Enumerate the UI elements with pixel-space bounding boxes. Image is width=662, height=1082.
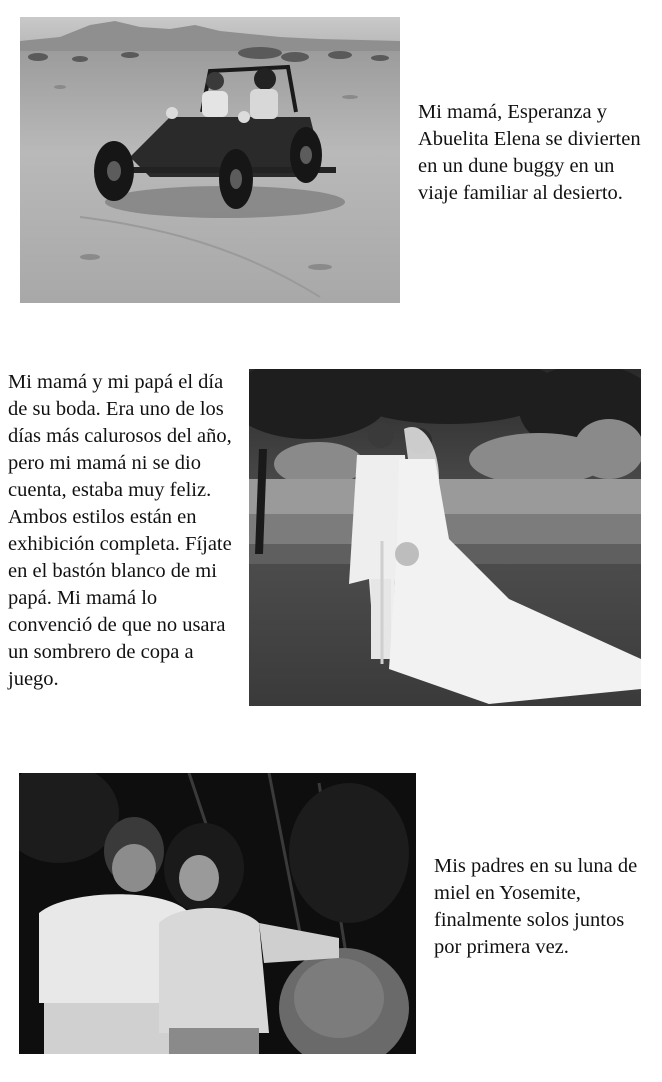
wedding-photo xyxy=(249,369,641,706)
honeymoon-caption: Mis padres en su luna de miel en Yosemite, finalmente solos juntos por primera vez. xyxy=(434,855,638,958)
honeymoon-photo xyxy=(19,773,416,1054)
dune-buggy-photo xyxy=(20,17,400,303)
wedding-caption: Mi mamá y mi papá el día de su boda. Era uno de los días más calurosos del año, pero mi mamá ni se dio cuenta, estaba muy feliz. Ambos estilos están en exhibición completa. Fíjate en el bastón blanco de mi papá. Mi mamá lo convenció de que no usara un sombrero de copa a juego. xyxy=(8,371,232,690)
dune-buggy-caption: Mi mamá, Esperanza y Abuelita Elena se divierten en un dune buggy en un viaje familiar al desierto. xyxy=(418,101,641,204)
